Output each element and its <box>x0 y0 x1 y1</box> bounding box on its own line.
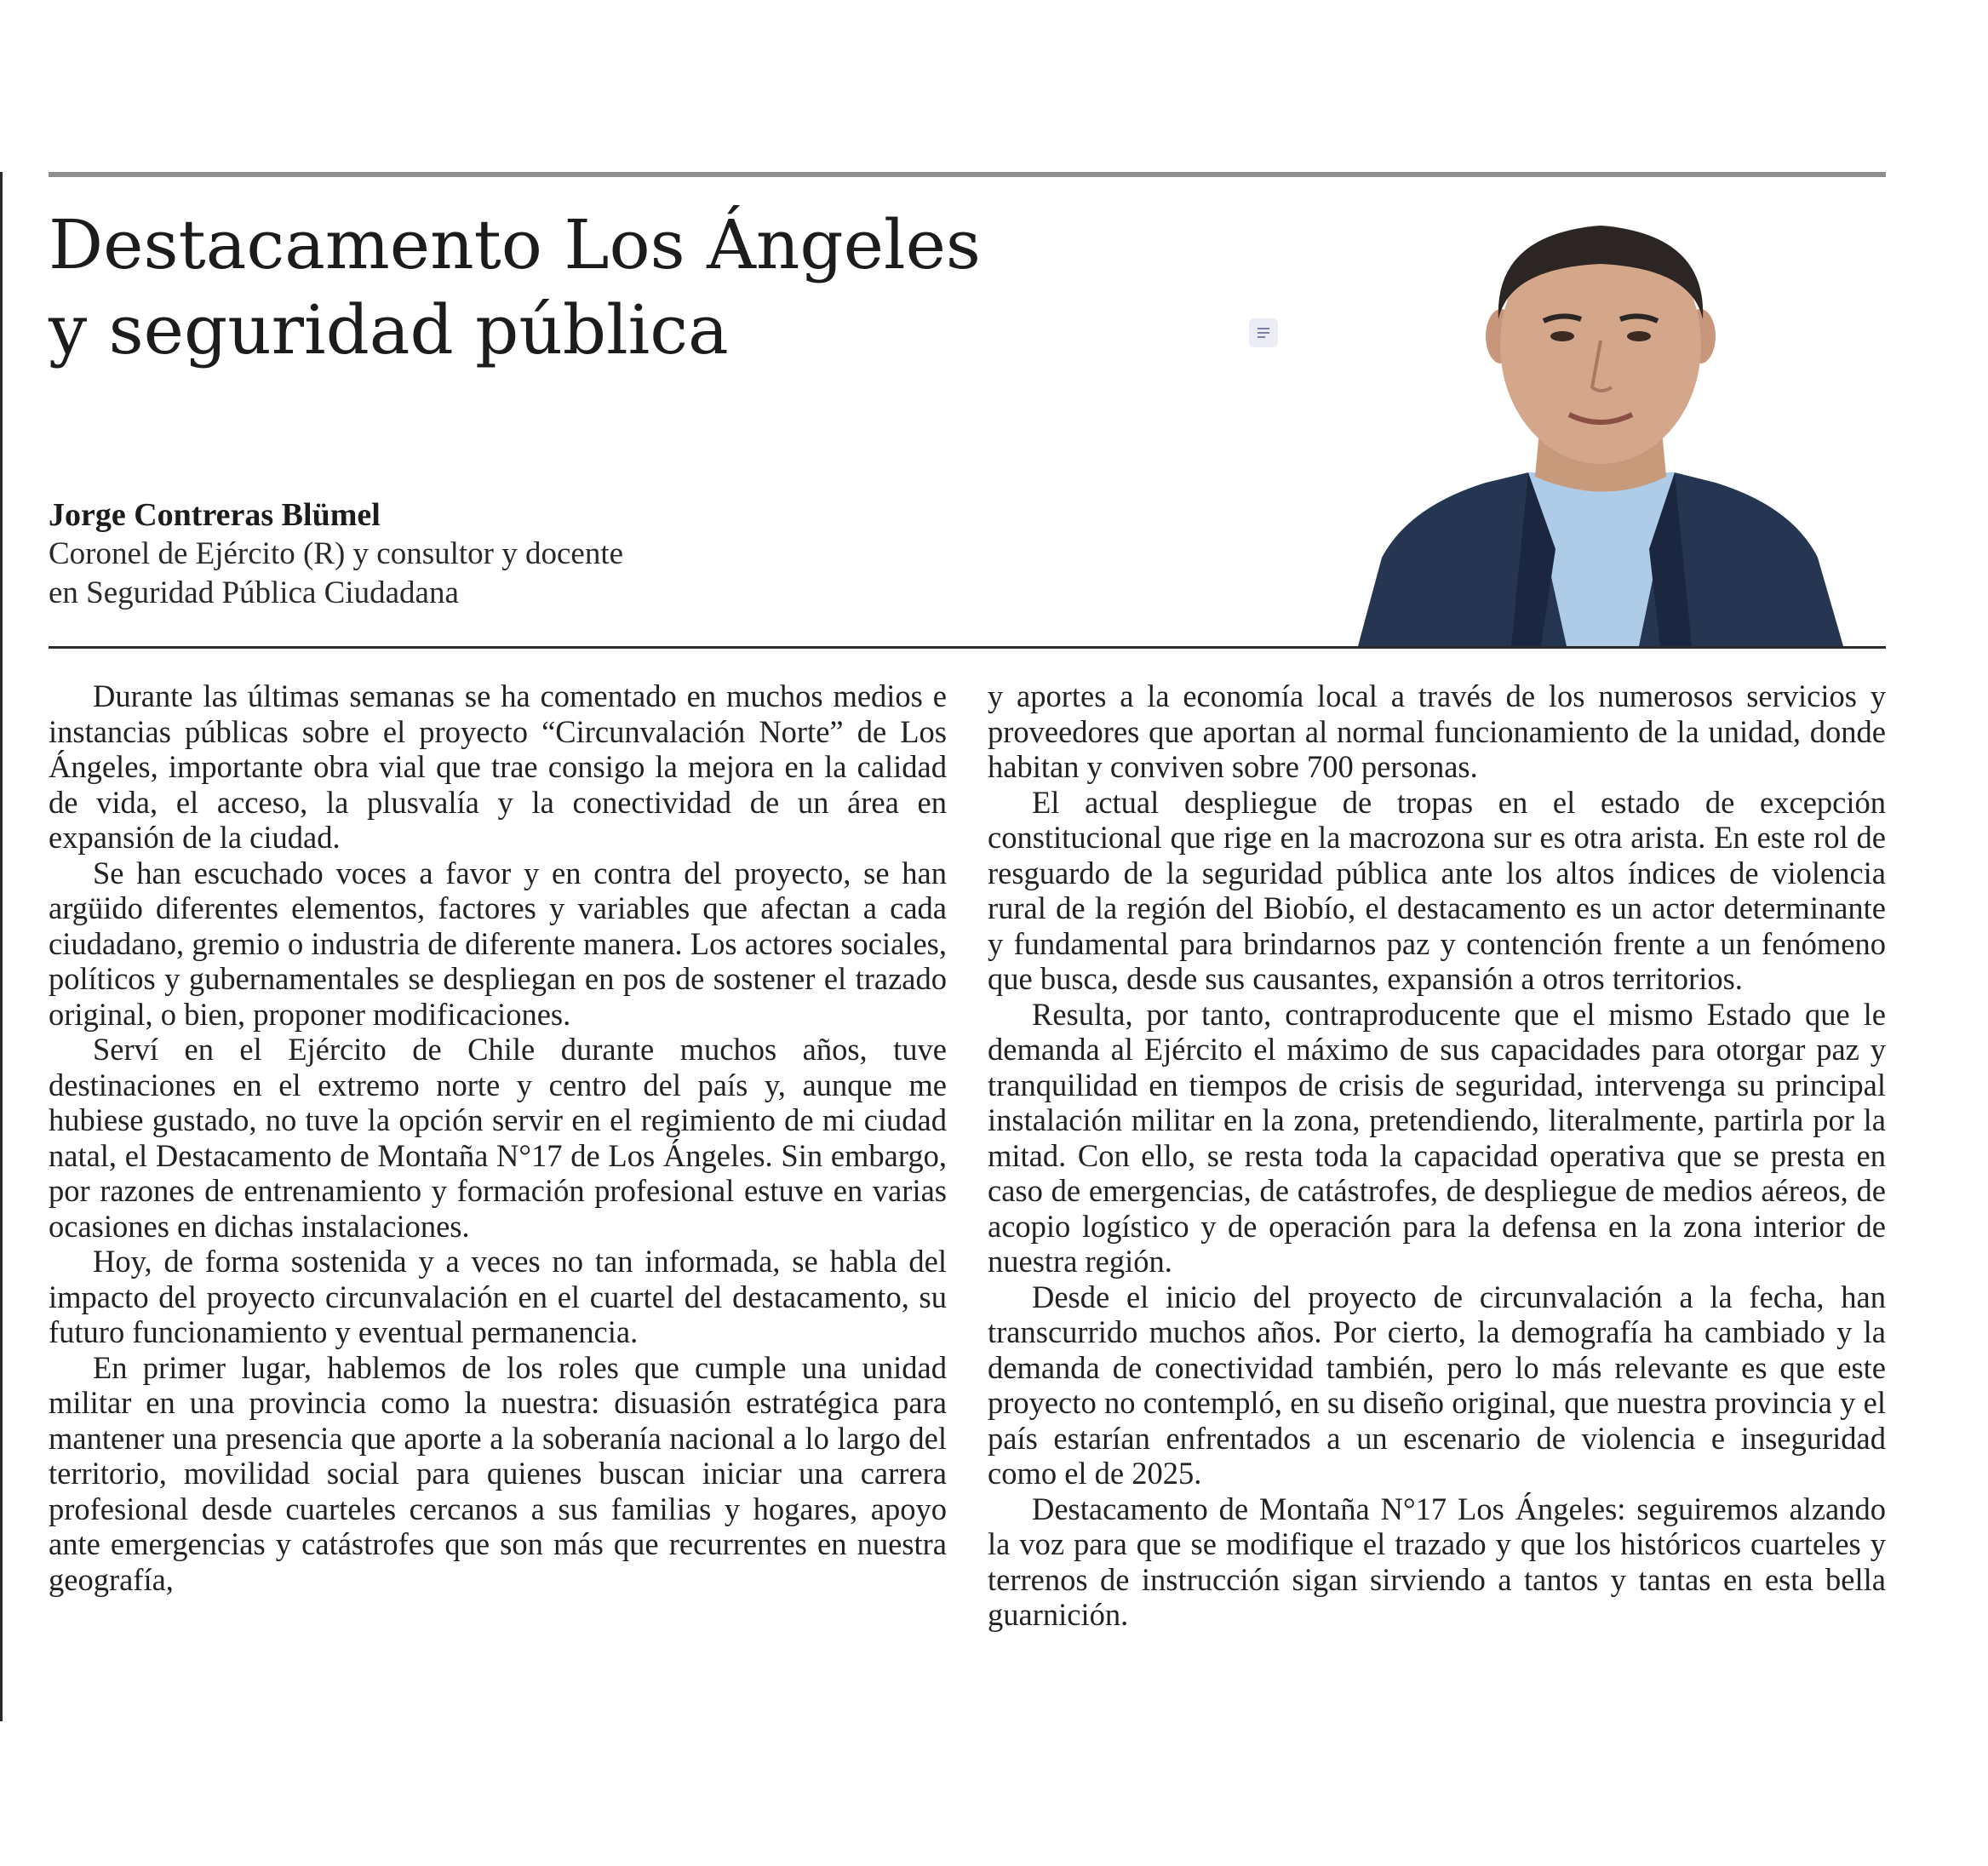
byline <box>49 495 900 613</box>
author-role-line-2: en Seguridad Pública Ciudadana <box>49 575 459 610</box>
headline <box>49 203 1240 373</box>
page-left-border <box>0 172 3 1721</box>
author-portrait <box>1358 217 1843 646</box>
paragraph: Durante las últimas semanas se ha comentado en muchos medios e instancias públicas sobre el proyecto “Circunvalación Norte” de Los Ángeles, importante obra vial que trae consigo la mejora en la calidad de vida, el acceso, la plusvalía y la conectividad de un área en expansión de la ciudad. <box>49 678 947 855</box>
paragraph: Destacamento de Montaña N°17 Los Ángeles: seguiremos alzando la voz para que se modifique el trazado y que los históricos cuarteles y terrenos de instrucción sigan sirviendo a tantos y tantas en esta bella guarnición. <box>988 1491 1886 1632</box>
paragraph: Se han escuchado voces a favor y en contra del proyecto, se han argüido diferentes elementos, factores y variables que afectan a cada ciudadano, gremio o industria de diferente manera. Los actores sociales, políticos y gubernamentales se despliegan en pos de sostener el trazado original, o bien, proponer modificaciones. <box>49 855 947 1032</box>
top-rule <box>49 172 1886 177</box>
headline-line-2: y seguridad pública <box>49 290 729 369</box>
headline-line-1: Destacamento Los Ángeles <box>49 205 981 284</box>
author-role-line-1: Coronel de Ejército (R) y consultor y docente <box>49 536 624 571</box>
paragraph: Hoy, de forma sostenida y a veces no tan informada, se habla del impacto del proyecto circunvalación en el cuartel del destacamento, su futuro funcionamiento y eventual permanencia. <box>49 1244 947 1349</box>
paragraph: y aportes a la economía local a través de los numerosos servicios y proveedores que aportan al normal funcionamiento de la unidad, donde habitan y conviven sobre 700 personas. <box>988 678 1886 784</box>
paragraph: Serví en el Ejército de Chile durante muchos años, tuve destinaciones en el extremo norte y centro del país y, aunque me hubiese gustado, no tuve la opción servir en el regimiento de mi ciudad natal, el Destacamento de Montaña N°17 de Los Ángeles. Sin embargo, por razones de entrenamiento y formación profesional estuve en varias ocasiones en dichas instalaciones. <box>49 1032 947 1244</box>
paragraph: El actual despliegue de tropas en el estado de excepción constitucional que rige en la macrozona sur es otra arista. En este rol de resguardo de la seguridad pública ante los altos índices de violencia rural de la región del Biobío, el destacamento es un actor determinante y fundamental para brindarnos paz y contención frente a un fenómeno que busca, desde sus causantes, expansión a otros territorios. <box>988 784 1886 996</box>
paragraph: Resulta, por tanto, contraproducente que el mismo Estado que le demanda al Ejército el máximo de sus capacidades para otorgar paz y tranquilidad en tiempos de crisis de seguridad, intervenga su principal instalación militar en la zona, pretendiendo, literalmente, partirla por la mitad. Con ello, se resta toda la capacidad operativa que se presta en caso de emergencias, de catástrofes, de despliegue de medios aéreos, de acopio logístico y de operación para la defensa en la zona interior de nuestra región. <box>988 996 1886 1279</box>
note-icon[interactable] <box>1249 318 1278 347</box>
header-divider <box>49 646 1886 649</box>
author-name: Jorge Contreras Blümel <box>49 497 381 533</box>
paragraph: En primer lugar, hablemos de los roles que cumple una unidad militar en una provincia como la nuestra: disuasión estratégica para mantener una presencia que aporte a la soberanía nacional a lo largo del territorio, movilidad social para quienes buscan iniciar una carrera profesional desde cuarteles cercanos a sus familias y hogares, apoyo ante emergencias y catástrofes que son más que recurrentes en nuestra geografía, <box>49 1349 947 1597</box>
article-column-right <box>988 678 1886 1633</box>
article-column-left <box>49 678 947 1597</box>
paragraph: Desde el inicio del proyecto de circunvalación a la fecha, han transcurrido muchos años. Por cierto, la demografía ha cambiado y la demanda de conectividad también, pero lo más relevante es que este proyecto no contempló, en su diseño original, que nuestra provincia y el país estarían enfrentados a un escenario de violencia e inseguridad como el de 2025. <box>988 1279 1886 1491</box>
